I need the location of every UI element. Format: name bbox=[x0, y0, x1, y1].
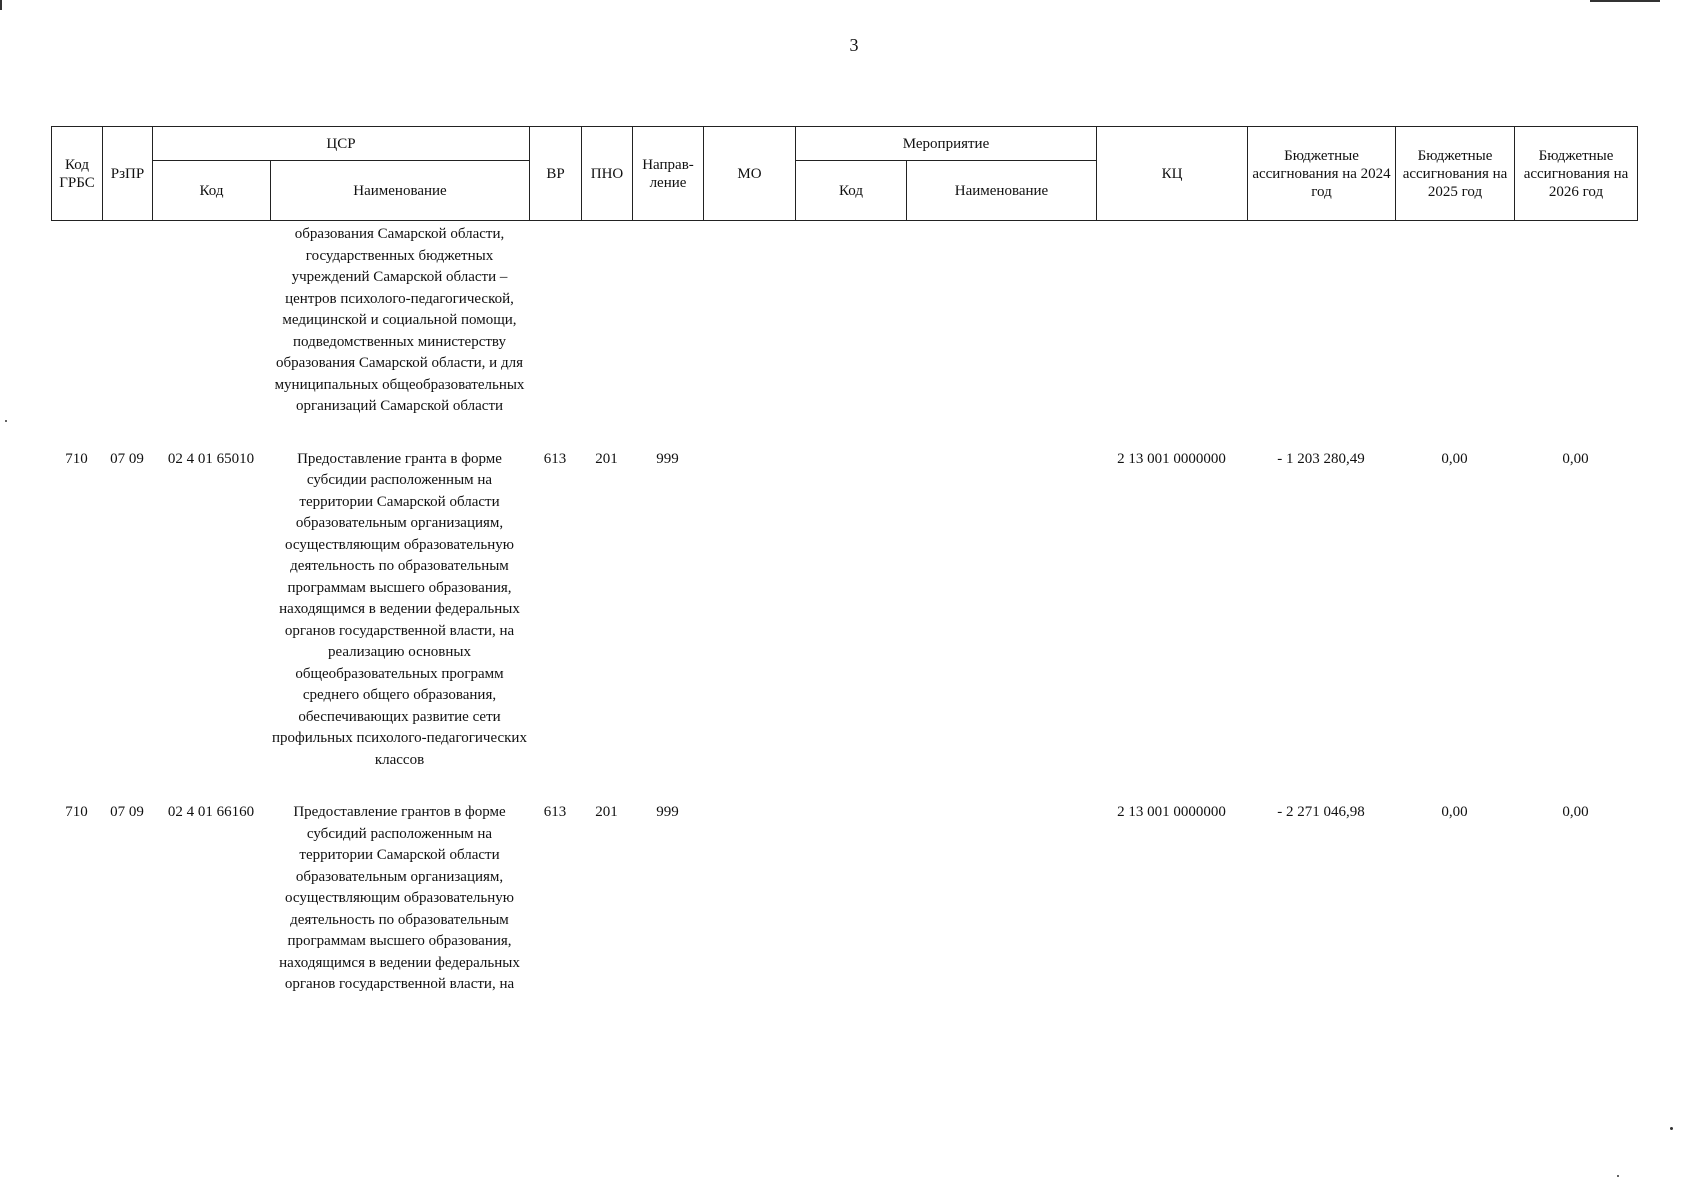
scan-mark-top-right bbox=[1590, 0, 1660, 2]
header-meropriyatie: Мероприятие bbox=[796, 127, 1097, 161]
cell-budget-2025: 0,00 bbox=[1441, 804, 1468, 820]
cell-kc: 2 13 001 0000000 bbox=[1117, 450, 1226, 467]
scan-dot bbox=[1670, 1127, 1673, 1130]
cell-mer-kod bbox=[795, 449, 906, 772]
header-budget-2026: Бюджетные ассигнования на 2026 год bbox=[1515, 127, 1638, 221]
header-csr-kod: Код bbox=[153, 161, 271, 221]
header-kod-grbs: Код ГРБС bbox=[52, 127, 103, 221]
header-vr: ВР bbox=[530, 127, 582, 221]
cell-rzpr: 07 09 bbox=[110, 804, 144, 820]
scan-dot bbox=[5, 420, 7, 422]
table-body bbox=[51, 224, 1637, 996]
cell-name: образования Самарской области, государственных бюджетных учреждений Самарской области – центров психолого-педагогической, медицинской и социальной помощи, подведомственных министерству образования Самарской области, и для муниципальных общеобразовательных организаций Самарской области bbox=[274, 226, 525, 414]
header-mo: МО bbox=[704, 127, 796, 221]
table-row bbox=[51, 224, 1637, 418]
cell-budget-2024 bbox=[1247, 224, 1395, 418]
cell-budget-2025 bbox=[1395, 224, 1514, 418]
page-number: 3 bbox=[849, 35, 859, 55]
cell-csr-kod: 02 4 01 66160 bbox=[167, 804, 255, 820]
cell-budget-2026: 0,00 bbox=[1562, 450, 1589, 467]
cell-vr bbox=[529, 224, 581, 418]
table-row bbox=[51, 802, 1637, 996]
scan-mark-top-left bbox=[0, 0, 2, 10]
cell-csr-kod bbox=[152, 224, 270, 418]
header-csr-name: Наименование bbox=[271, 161, 530, 221]
header-pno: ПНО bbox=[582, 127, 633, 221]
cell-mo bbox=[703, 224, 795, 418]
cell-napr: 999 bbox=[656, 450, 679, 467]
cell-mer-kod bbox=[795, 224, 906, 418]
cell-mo bbox=[703, 449, 795, 772]
cell-mer-name bbox=[906, 449, 1096, 772]
cell-napr: 999 bbox=[656, 804, 679, 820]
cell-budget-2024: - 1 203 280,49 bbox=[1277, 450, 1365, 467]
cell-kc: 2 13 001 0000000 bbox=[1117, 804, 1226, 820]
cell-name: Предоставление гранта в форме субсидии расположенным на территории Самарской области образовательным организациям, осуществляющим образовательную деятельность по образовательным программам высшего образования, находящимся в ведении федеральных органов государственной власти, на реализацию основных общеобразовательных программ среднего общего образования, обеспечивающих развитие сети профильных психолого-педагогических классов bbox=[272, 450, 527, 768]
cell-pno bbox=[581, 224, 632, 418]
header-napravlenie: Направ-ление bbox=[633, 127, 704, 221]
cell-rzpr: 07 09 bbox=[110, 450, 144, 467]
cell-grbs: 710 bbox=[65, 804, 88, 820]
header-rzpr: РзПР bbox=[103, 127, 153, 221]
cell-vr: 613 bbox=[543, 804, 567, 820]
scan-dot bbox=[1617, 1175, 1619, 1177]
cell-napr bbox=[632, 224, 703, 418]
cell-grbs bbox=[51, 224, 102, 418]
cell-budget-2024: - 2 271 046,98 bbox=[1277, 804, 1365, 820]
cell-name: Предоставление грантов в форме субсидий расположенным на территории Самарской области образовательным организациям, осуществляющим образовательную деятельность по образовательным программам высшего образования, находящимся в ведении федеральных органов государственной власти, на bbox=[279, 804, 520, 992]
header-budget-2025: Бюджетные ассигнования на 2025 год bbox=[1396, 127, 1515, 221]
cell-budget-2026: 0,00 bbox=[1562, 804, 1589, 820]
table-header bbox=[51, 126, 1638, 221]
cell-kc bbox=[1096, 224, 1247, 418]
cell-pno: 201 bbox=[595, 804, 618, 820]
header-csr: ЦСР bbox=[153, 127, 530, 161]
cell-budget-2025: 0,00 bbox=[1441, 450, 1468, 467]
table-row bbox=[51, 449, 1637, 772]
cell-grbs: 710 bbox=[65, 450, 88, 467]
cell-mer-name bbox=[906, 802, 1096, 996]
cell-csr-kod: 02 4 01 65010 bbox=[167, 450, 255, 467]
cell-pno: 201 bbox=[595, 450, 618, 467]
header-mer-kod: Код bbox=[796, 161, 907, 221]
header-kc: КЦ bbox=[1097, 127, 1248, 221]
cell-vr: 613 bbox=[543, 450, 567, 467]
cell-mer-name bbox=[906, 224, 1096, 418]
cell-mer-kod bbox=[795, 802, 906, 996]
header-mer-name: Наименование bbox=[907, 161, 1097, 221]
cell-budget-2026 bbox=[1514, 224, 1637, 418]
header-budget-2024: Бюджетные ассигнования на 2024 год bbox=[1248, 127, 1396, 221]
cell-mo bbox=[703, 802, 795, 996]
cell-rzpr bbox=[102, 224, 152, 418]
